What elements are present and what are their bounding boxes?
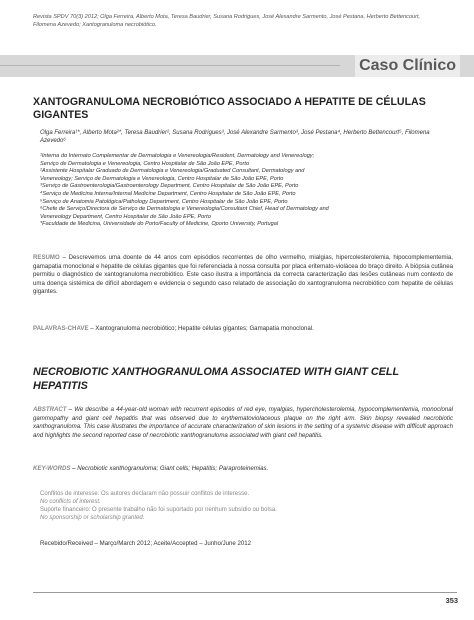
keywords-text: – Necrobiotic xanthogranuloma; Giant cells; Hepatitis; Paraproteinemias. xyxy=(70,465,269,472)
resumo-text: – Descrevemos uma doente de 44 anos com episódios recorrentes de olho vermelho, mialgias, hipercolesterolemia, hipocomplementemia, gamapatia monoclonal e hepatite de células gigantes que foi referenciada à nossa consulta por placa eritemato-violácea do braço direito. A biópsia cutânea permitiu o diagnóstico de xantogranuloma necrobiótico. Este caso ilustra a importância da correcta caracterização das lesões cutâneas num contexto de uma doença sistémica de difícil abordagem e evidencia o segundo caso relatado de associação do xantogranuloma necrobiótico com hepatite de células gigantes. xyxy=(33,254,453,296)
palavras-chave-paragraph xyxy=(33,325,453,333)
abstract-label: ABSTRACT xyxy=(33,406,67,413)
affiliation-line: ⁵Serviço de Anatomia Patológica/Pathology Department, Centro Hospitalar de São João EPE, Porto xyxy=(40,198,288,205)
conflicts-block xyxy=(40,490,450,522)
author-list: Olga Ferreira¹*, Alberto Mota²*, Teresa Baudrier², Susana Rodrigues³, José Alexandre Sarmento³, José Pestana⁴, Herberto Bettencourt⁵, Filomena Azevedo⁶ xyxy=(40,130,430,144)
article-title-pt: XANTOGRANULOMA NECROBIÓTICO ASSOCIADO A HEPATITE DE CÉLULAS GIGANTES xyxy=(33,96,426,121)
affiliation-line: *Faculdade de Medicina, Universidade do Porto/Faculty of Medicine, Oporto University, Portugal xyxy=(40,221,279,228)
funding-line: Suporte financeiro: O presente trabalho não foi suportado por nenhum subsídio ou bolsa. xyxy=(40,507,277,513)
header-citation-line2: Filomena Azevedo; Xantogranuloma necrobiótico. xyxy=(33,21,157,28)
header-citation-line1: Revista SPDV 70(3) 2012; Olga Ferreira, Alberto Mota, Teresa Baudrier, Susana Rodrigues, José Alexandre Sarmento, José Pestana, Herberto Bettencourt, xyxy=(33,14,421,20)
keywords-label: KEY-WORDS xyxy=(33,465,71,472)
affiliation-line: Venereology; Serviço de Dermatologia e Venereologia, Centro Hospitalar de São João EPE, Porto xyxy=(40,175,284,182)
affiliation-line: ²Assistente Hospitalar Graduado de Dermatologia e Venereologia/Graduated Consultant, Dermatology and xyxy=(40,168,305,175)
affiliation-line: ¹Interna do Internato Complementar de Dermatologia e Venereologia/Resident, Dermatology and Venereology; xyxy=(40,153,315,159)
conflicts-line: Conflitos de interesse: Os autores declaram não possuir conflitos de interesse. xyxy=(40,491,250,497)
category-bar-rule xyxy=(0,65,340,66)
abstract-paragraph xyxy=(33,406,453,440)
affiliation-line: ³Serviço de Gastroenterologia/Gastroenterology Department, Centro Hospitalar de São João EPE, Porto xyxy=(40,183,299,190)
affiliation-line: ⁶Chefe de Serviço/Directora de Serviço de Dermatologia e Venereologia/Consultant Chief, Head of Dermatology and xyxy=(40,206,329,213)
palavras-chave-label: PALAVRAS-CHAVE xyxy=(33,325,89,332)
conflicts-line-en: No conflicts of interest. xyxy=(40,499,101,505)
affiliation-line: ⁴Serviço de Medicina Interna/Internal Medicine Department, Centro Hospitalar de São João EPE, Porto xyxy=(40,190,296,197)
palavras-chave-text: – Xantogranuloma necrobiótico; Hepatite células gigantes; Gamapatia monoclonal. xyxy=(88,325,314,332)
article-title-en: NECROBIOTIC XANTHOGRANULOMA ASSOCIATED WITH GIANT CELL HEPATITIS xyxy=(33,366,399,392)
running-header xyxy=(33,14,453,29)
abstract-text: – We describe a 44-year-old woman with recurrent episodes of red eye, myalgias, hypercholesterolemia, hypocomplementemia, monoclonal gammopathy and giant cell hepatitis that was observed due to erythematoviolaceous plaque on the right arm. Skin biopsy revealed necrobiotic xanthogranuloma. This case illustrates the importance of accurate characterization of skin lesions in the setting of a systemic disease with difficult approach and highlights the second reported case of necrobiotic xanthogranuloma associated with giant cell hepatitis. xyxy=(33,406,453,439)
category-label: Caso Clínico xyxy=(355,55,460,77)
funding-line-en: No sponsorship or scholarship granted. xyxy=(40,515,145,521)
resumo-paragraph xyxy=(33,254,453,297)
affiliations xyxy=(40,153,455,229)
resumo-label: RESUMO xyxy=(33,254,60,261)
footer-rule xyxy=(33,592,457,593)
affiliation-line: Serviço de Dermatologia e Venereologia, Centro Hospitalar de São João EPE, Porto xyxy=(40,160,250,167)
keywords-paragraph xyxy=(33,465,453,473)
affiliation-line: Venereology Department, Centro Hospitalar de São João EPE, Porto xyxy=(40,213,211,220)
received-accepted-dates: Recebido/Received – Março/March 2012; Aceite/Accepted – Junho/June 2012 xyxy=(40,540,252,547)
page-number: 353 xyxy=(445,596,458,605)
